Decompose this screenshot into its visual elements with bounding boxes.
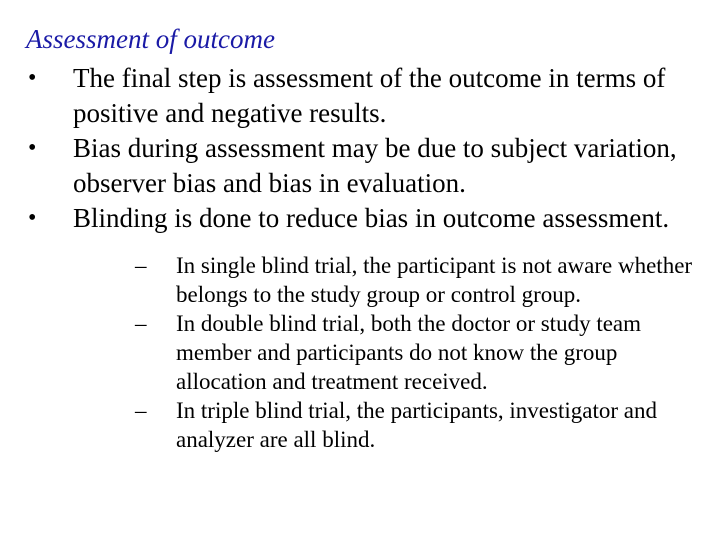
sub-bullet-marker: – [135, 311, 147, 336]
slide-title: Assessment of outcome [26, 24, 275, 54]
sub-bullet-item [135, 396, 702, 454]
bullet-text: The final step is assessment of the outcome in terms of positive and negative results. [73, 63, 666, 128]
sub-bullet-text: In single blind trial, the participant is not aware whether belongs to the study group or control group. [176, 253, 693, 307]
bullet-text: Blinding is done to reduce bias in outcome assessment. [73, 203, 670, 233]
sub-bullet-text: In double blind trial, both the doctor or study team member and participants do not know the group allocation and treatment received. [176, 311, 642, 394]
sub-bullet-item [135, 251, 702, 309]
bullet-item [0, 201, 720, 454]
bullet-list [0, 61, 720, 454]
sub-bullet-list [73, 251, 712, 454]
sub-bullet-text: In triple blind trial, the participants, investigator and analyzer are all blind. [176, 398, 657, 452]
bullet-marker: • [28, 135, 37, 161]
sub-bullet-item [135, 309, 702, 396]
sub-bullet-marker: – [135, 398, 147, 423]
bullet-marker: • [28, 65, 37, 91]
bullet-marker: • [28, 205, 37, 231]
bullet-item [0, 61, 720, 131]
bullet-text: Bias during assessment may be due to subject variation, observer bias and bias in evaluation. [73, 133, 677, 198]
sub-bullet-marker: – [135, 253, 147, 278]
bullet-item [0, 131, 720, 201]
